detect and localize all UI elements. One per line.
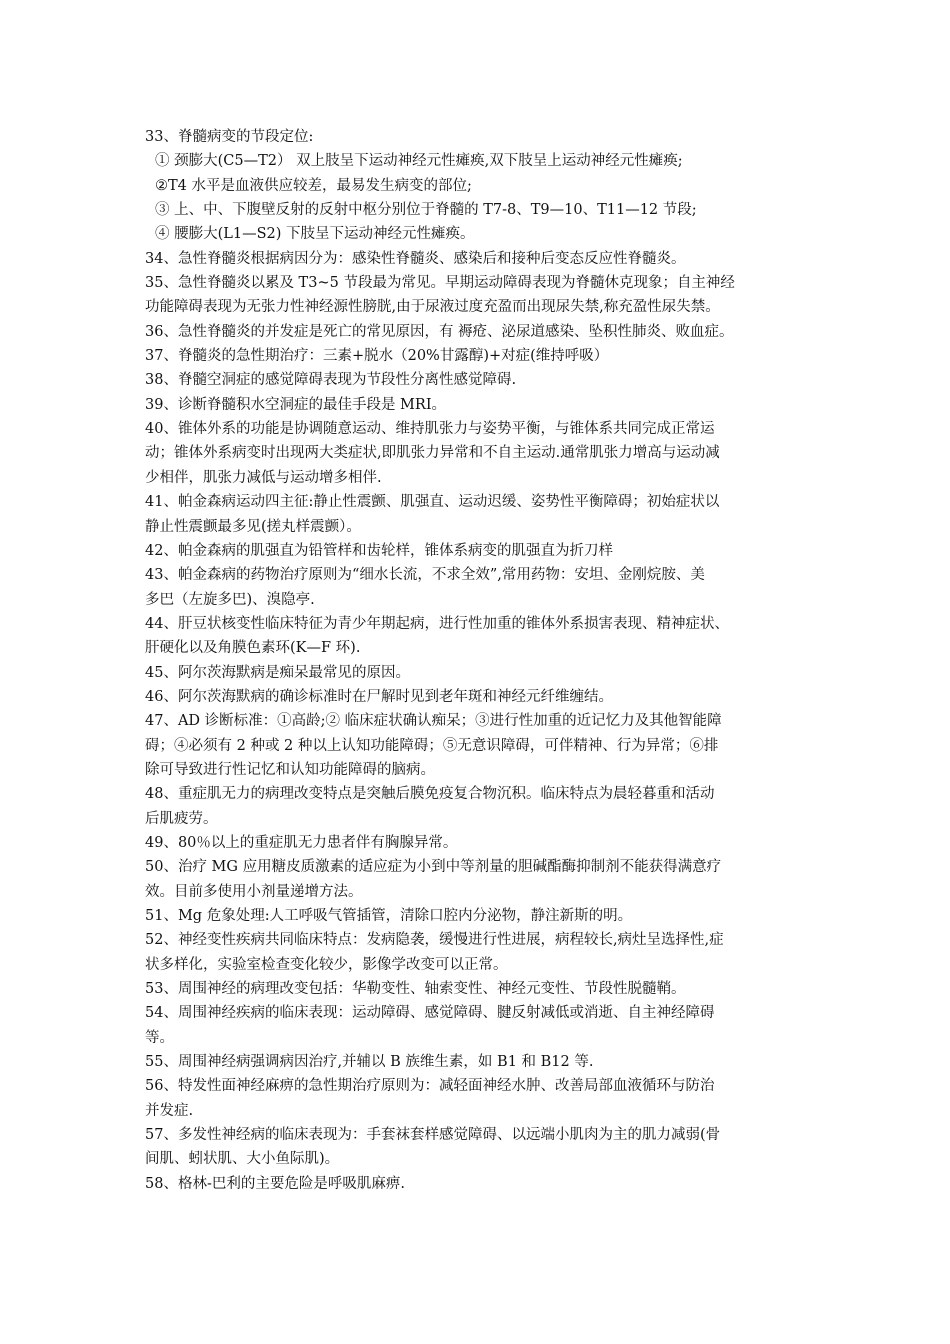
- numbered-paragraph: [145, 1172, 820, 1196]
- text-line: 57、多发性神经病的临床表现为：手套袜套样感觉障碍、以远端小肌肉为主的肌力减弱(骨: [145, 1127, 721, 1144]
- text-line: 除可导致进行性记忆和认知功能障碍的脑病。: [145, 761, 435, 778]
- text-line: 38、脊髓空洞症的感觉障碍表现为节段性分离性感觉障碍.: [145, 372, 517, 389]
- numbered-paragraph: [145, 539, 820, 563]
- numbered-paragraph: [145, 709, 820, 782]
- text-line: 49、80％以上的重症肌无力患者伴有胸腺异常。: [145, 834, 458, 851]
- text-line: 肝硬化以及角膜色素环(K—F 环).: [145, 640, 361, 657]
- numbered-paragraph: [145, 344, 820, 368]
- text-line: 间肌、蚓状肌、大小鱼际肌)。: [145, 1151, 340, 1168]
- sub-list-item: [145, 222, 820, 246]
- text-line: ④ 腰膨大(L1—S2) 下肢呈下运动神经元性瘫痪。: [155, 226, 475, 243]
- numbered-paragraph: [145, 125, 820, 149]
- text-line: 40、锥体外系的功能是协调随意运动、维持肌张力与姿势平衡，与锥体系共同完成正常运: [145, 421, 715, 438]
- numbered-paragraph: [145, 855, 820, 904]
- text-line: 37、脊髓炎的急性期治疗：三素+脱水（20%甘露醇)+对症(维持呼吸）: [145, 348, 609, 365]
- text-line: 47、AD 诊断标准：①高龄;② 临床症状确认痴呆；③进行性加重的近记忆力及其他智能障: [145, 713, 722, 730]
- text-line: ③ 上、中、下腹壁反射的反射中枢分别位于脊髓的 T7-8、T9—10、T11—12 节段;: [155, 202, 697, 219]
- text-line: 36、急性脊髓炎的并发症是死亡的常见原因，有 褥疮、泌尿道感染、坠积性肺炎、败血症。: [145, 323, 734, 340]
- text-line: 碍；④必须有 2 种或 2 种以上认知功能障碍；⑤无意识障碍，可伴精神、行为异常；⑥排: [145, 737, 719, 754]
- numbered-paragraph: [145, 1001, 820, 1050]
- text-line: 45、阿尔茨海默病是痴呆最常见的原因。: [145, 664, 410, 681]
- numbered-paragraph: [145, 782, 820, 831]
- text-line: 44、肝豆状核变性临床特征为青少年期起病，进行性加重的锥体外系损害表现、精神症状、: [145, 615, 729, 632]
- text-line: 42、帕金森病的肌强直为铅管样和齿轮样，锥体系病变的肌强直为折刀样: [145, 542, 613, 559]
- sub-list-item: [145, 198, 820, 222]
- text-line: 51、Mg 危象处理:人工呼吸气管插管，清除口腔内分泌物，静注新斯的明。: [145, 908, 633, 924]
- text-line: 48、重症肌无力的病理改变特点是突触后膜免疫复合物沉积。临床特点为晨轻暮重和活动: [145, 786, 715, 803]
- numbered-paragraph: [145, 247, 820, 271]
- numbered-paragraph: [145, 563, 820, 612]
- text-line: 功能障碍表现为无张力性神经源性膀胱,由于尿液过度充盈而出现尿失禁,称充盈性尿失禁。: [145, 299, 720, 316]
- sub-list-item: [145, 174, 820, 198]
- text-line: 多巴（左旋多巴)、溴隐亭.: [145, 591, 315, 608]
- text-line: 后肌疲劳。: [145, 810, 218, 827]
- sub-list-item: [145, 149, 820, 173]
- text-line: 56、特发性面神经麻痹的急性期治疗原则为：减轻面神经水肿、改善局部血液循环与防治: [145, 1078, 715, 1095]
- text-line: 少相伴，肌张力减低与运动增多相伴.: [145, 469, 382, 486]
- text-line: 33、脊髓病变的节段定位:: [145, 129, 314, 145]
- text-line: 53、周围神经的病理改变包括：华勒变性、轴索变性、神经元变性、节段性脱髓鞘。: [145, 981, 686, 998]
- numbered-paragraph: [145, 1050, 820, 1074]
- numbered-paragraph: [145, 928, 820, 977]
- numbered-paragraph: [145, 320, 820, 344]
- text-line: 效。目前多使用小剂量递增方法。: [145, 883, 363, 900]
- numbered-paragraph: [145, 977, 820, 1001]
- numbered-paragraph: [145, 685, 820, 709]
- numbered-paragraph: [145, 1074, 820, 1123]
- numbered-paragraph: [145, 831, 820, 855]
- text-line: 50、治疗 MG 应用糖皮质激素的适应症为小到中等剂量的胆碱酯酶抑制剂不能获得满意疗: [145, 859, 722, 876]
- text-line: 并发症.: [145, 1102, 194, 1119]
- text-line: 静止性震颤最多见(搓丸样震颤）。: [145, 518, 361, 535]
- text-line: 39、诊断脊髓积水空洞症的最佳手段是 MRI。: [145, 396, 447, 413]
- text-line: 等。: [145, 1029, 174, 1046]
- text-line: ① 颈膨大(C5—T2） 双上肢呈下运动神经元性瘫痪,双下肢呈上运动神经元性瘫痪;: [155, 153, 683, 170]
- numbered-paragraph: [145, 490, 820, 539]
- numbered-paragraph: [145, 393, 820, 417]
- text-line: 55、周围神经病强调病因治疗,并辅以 B 族维生素，如 B1 和 B12 等.: [145, 1054, 594, 1071]
- document-body: [145, 125, 820, 1196]
- text-line: ②T4 水平是血液供应较差，最易发生病变的部位;: [155, 177, 472, 194]
- text-line: 52、神经变性疾病共同临床特点：发病隐袭，缓慢进行性进展，病程较长,病灶呈选择性,症: [145, 932, 724, 949]
- numbered-paragraph: [145, 661, 820, 685]
- numbered-paragraph: [145, 368, 820, 392]
- numbered-paragraph: [145, 417, 820, 490]
- numbered-paragraph: [145, 612, 820, 661]
- text-line: 35、急性脊髓炎以累及 T3~5 节段最为常见。早期运动障碍表现为脊髓休克现象；自主神经: [145, 275, 735, 292]
- numbered-paragraph: [145, 1123, 820, 1172]
- text-line: 动；锥体外系病变时出现两大类症状,即肌张力异常和不自主运动.通常肌张力增高与运动减: [145, 445, 720, 462]
- text-line: 34、急性脊髓炎根据病因分为：感染性脊髓炎、感染后和接种后变态反应性脊髓炎。: [145, 250, 686, 267]
- numbered-paragraph: [145, 904, 820, 928]
- numbered-paragraph: [145, 271, 820, 320]
- text-line: 43、帕金森病的药物治疗原则为“细水长流，不求全效”,常用药物：安坦、金刚烷胺、美: [145, 567, 705, 584]
- text-line: 54、周围神经疾病的临床表现：运动障碍、感觉障碍、腱反射减低或消逝、自主神经障碍: [145, 1005, 715, 1022]
- text-line: 41、帕金森病运动四主征:静止性震颤、肌强直、运动迟缓、姿势性平衡障碍；初始症状以: [145, 494, 720, 511]
- text-line: 58、格林-巴利的主要危险是呼吸肌麻痹.: [145, 1175, 405, 1192]
- text-line: 46、阿尔茨海默病的确诊标准时在尸解时见到老年斑和神经元纤维缠结。: [145, 688, 613, 705]
- text-line: 状多样化，实验室检查变化较少，影像学改变可以正常。: [145, 956, 508, 973]
